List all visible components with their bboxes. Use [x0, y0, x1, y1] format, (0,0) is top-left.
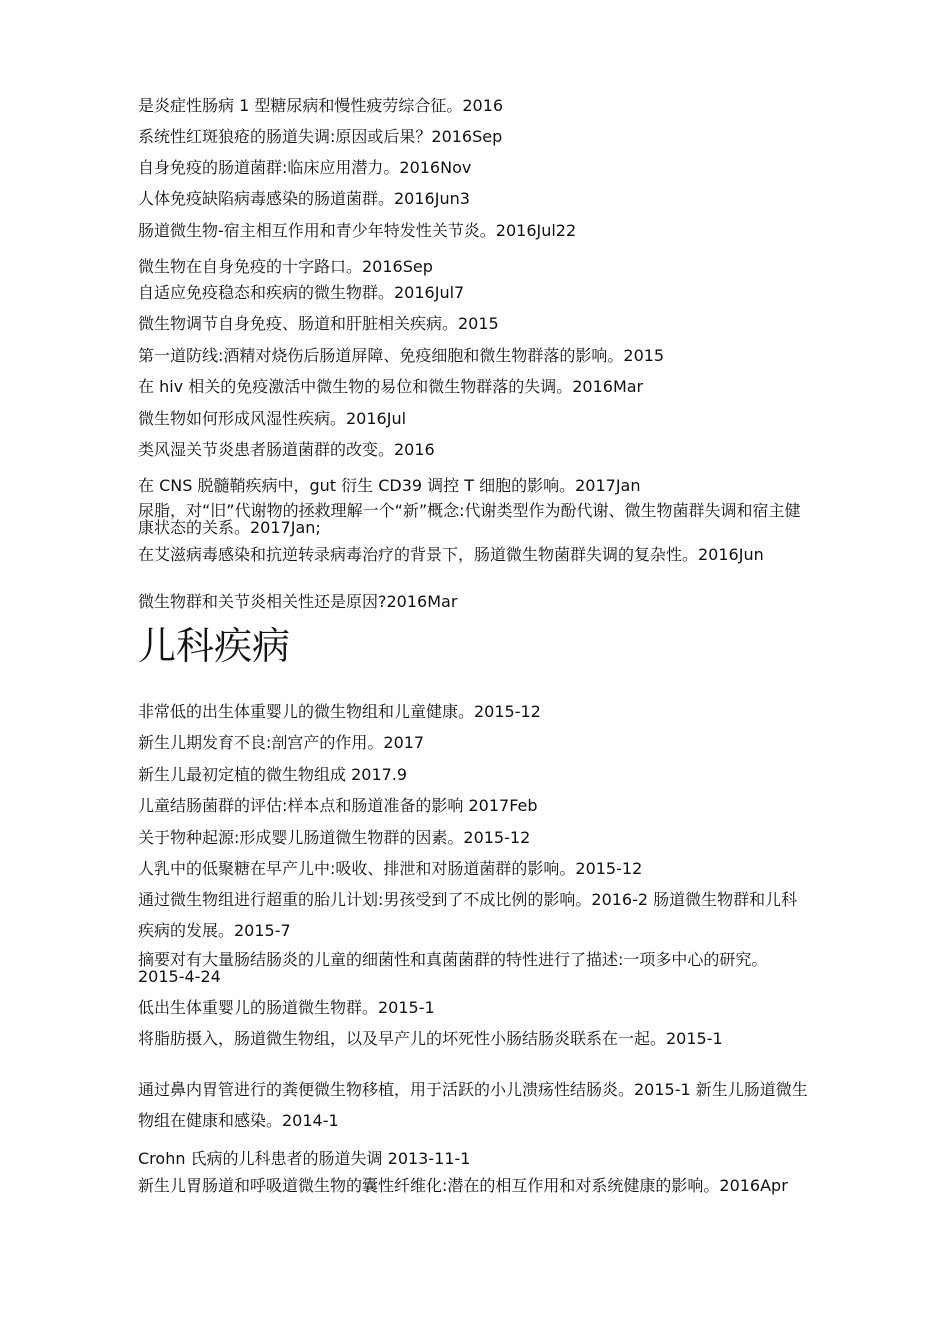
- section-heading: 儿科疾病: [138, 624, 291, 668]
- list-item: 在 hiv 相关的免疫激活中微生物的易位和微生物群落的失调。2016Mar: [138, 377, 644, 396]
- list-item: 人体免疫缺陷病毒感染的肠道菌群。2016Jun3: [138, 189, 470, 208]
- list-item: 微生物调节自身免疫、肠道和肝脏相关疾病。2015: [138, 314, 499, 333]
- list-item: 通过微生物组进行超重的胎儿计划:男孩受到了不成比例的影响。2016-2 肠道微生物群和儿科疾病的发展。2015-7: [138, 890, 798, 940]
- list-item: 非常低的出生体重婴儿的微生物组和儿童健康。2015-12: [138, 702, 541, 721]
- list-item: 新生儿期发育不良:剖宫产的作用。2017: [138, 733, 425, 752]
- list-item: 低出生体重婴儿的肠道微生物群。2015-1: [138, 998, 435, 1017]
- list-item: 自适应免疫稳态和疾病的微生物群。2016Jul7: [138, 283, 465, 302]
- list-item: 人乳中的低聚糖在早产儿中:吸收、排泄和对肠道菌群的影响。2015-12: [138, 859, 643, 878]
- list-item: 在艾滋病毒感染和抗逆转录病毒治疗的背景下，肠道微生物菌群失调的复杂性。2016Jun: [138, 545, 764, 564]
- list-item: 第一道防线:酒精对烧伤后肠道屏障、免疫细胞和微生物群落的影响。2015: [138, 346, 665, 365]
- list-item: 是炎症性肠病 1 型糖尿病和慢性疲劳综合征。2016: [138, 96, 504, 115]
- list-item: 关于物种起源:形成婴儿肠道微生物群的因素。2015-12: [138, 828, 531, 847]
- list-item: 系统性红斑狼疮的肠道失调:原因或后果？2016Sep: [138, 127, 503, 146]
- list-item: 尿脂，对“旧”代谢物的拯救理解一个“新”概念:代谢类型作为酚代谢、微生物菌群失调和宿主健康状态的关系。2017Jan;: [138, 501, 801, 537]
- list-item: 肠道微生物-宿主相互作用和青少年特发性关节炎。2016Jul22: [138, 221, 577, 240]
- list-item: 儿童结肠菌群的评估:样本点和肠道准备的影响 2017Feb: [138, 796, 538, 815]
- list-item: 通过鼻内胃管进行的粪便微生物移植，用于活跃的小儿溃疡性结肠炎。2015-1 新生儿肠道微生物组在健康和感染。2014-1: [138, 1080, 808, 1130]
- list-item: 微生物在自身免疫的十字路口。2016Sep: [138, 257, 433, 276]
- list-item: 摘要对有大量肠结肠炎的儿童的细菌性和真菌菌群的特性进行了描述:一项多中心的研究。2015-4-24: [138, 950, 768, 986]
- list-item: 将脂肪摄入，肠道微生物组，以及早产儿的坏死性小肠结肠炎联系在一起。2015-1: [138, 1029, 723, 1048]
- list-item: 新生儿胃肠道和呼吸道微生物的囊性纤维化:潜在的相互作用和对系统健康的影响。2016Apr: [138, 1176, 788, 1195]
- list-item: Crohn 氏病的儿科患者的肠道失调 2013-11-1: [138, 1149, 471, 1168]
- list-item: 自身免疫的肠道菌群:临床应用潜力。2016Nov: [138, 158, 472, 177]
- list-item: 微生物群和关节炎相关性还是原因?2016Mar: [138, 592, 458, 611]
- list-item: 在 CNS 脱髓鞘疾病中，gut 衍生 CD39 调控 T 细胞的影响。2017Jan: [138, 476, 641, 495]
- list-item: 微生物如何形成风湿性疾病。2016Jul: [138, 409, 407, 428]
- list-item: 新生儿最初定植的微生物组成 2017.9: [138, 765, 408, 784]
- list-item: 类风湿关节炎患者肠道菌群的改变。2016: [138, 440, 435, 459]
